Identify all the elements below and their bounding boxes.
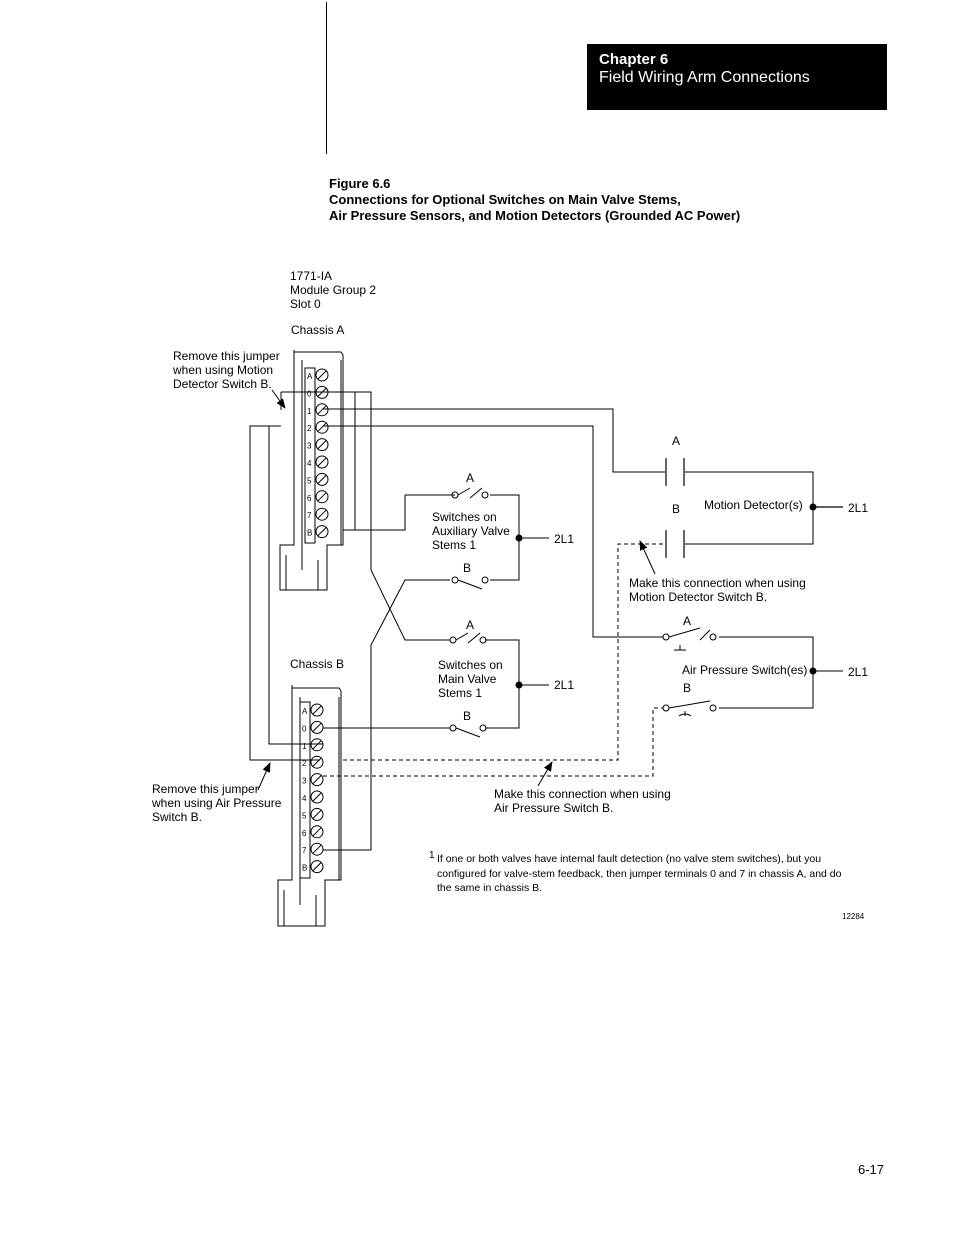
motion-connection-arrow [640,541,655,574]
aux-label-line3: Stems 1 [432,538,477,552]
chassis-a-screw-slot [318,406,326,414]
chassis-a-terminal-label: 5 [307,476,312,486]
air-supply-node [810,668,817,675]
chassis-b-screw-slot [313,845,321,853]
chassis-b-screw-slot [313,741,321,749]
chassis-a-terminals [307,369,328,538]
footnote-line1: If one or both valves have internal fault detection (no valve stem switches), but you [437,853,822,865]
figure-title-line1: Connections for Optional Switches on Main Valve Stems, [329,192,681,207]
air-connection-note-line1: Make this connection when using [494,787,671,801]
motion-label: Motion Detector(s) [704,498,803,512]
motion-b-label: B [672,502,681,516]
chassis-b-terminal-label: 7 [302,846,307,856]
module-line2: Module Group 2 [290,283,377,297]
page-number: 6-17 [858,1162,885,1177]
chassis-a-terminal-label: 0 [307,389,312,399]
figure-id: 12284 [842,912,865,921]
chassis-b-terminal-label: B [302,863,308,873]
main-label-line3: Stems 1 [438,686,483,700]
chassis-b-terminal-label: 1 [302,741,307,751]
chassis-a-screw-slot [318,493,326,501]
chassis-b-terminal-block [278,685,341,926]
jumper-a-note-line3: Detector Switch B. [173,377,272,391]
chassis-b-label: Chassis B [290,657,345,671]
chassis-a-terminal-label: B [307,528,313,538]
chassis-a-screw-slot [318,528,326,536]
motion-supply-node [810,504,817,511]
chassis-b-terminal-label: 3 [302,776,307,786]
chassis-a-terminal-label: 1 [307,406,312,416]
jumper-a-arrow [272,390,285,408]
chassis-a-screw-slot [318,371,326,379]
chassis-a-terminal-block [280,350,343,590]
chassis-a-terminal-label: 3 [307,441,312,451]
chassis-b-screw-slot [313,810,321,818]
chassis-a-screw-slot [318,475,326,483]
main-supply-node [516,682,523,689]
aux-label-line1: Switches on [432,510,497,524]
main-supply-label: 2L1 [554,678,575,692]
chapter-title: Field Wiring Arm Connections [599,69,810,86]
aux-supply-label: 2L1 [554,532,575,546]
chassis-b-terminal-label: A [302,707,308,716]
chassis-a-terminal-label: 7 [307,511,312,521]
aux-label-line2: Auxiliary Valve [432,524,510,538]
chassis-a-screw-slot [318,441,326,449]
chapter-label: Chapter 6 [599,51,669,68]
chassis-a-terminal-label: A [307,372,313,381]
jumper-b-note-line1: Remove this jumper [152,782,259,796]
chassis-a-label: Chassis A [291,323,345,337]
main-switch-b-label: B [463,709,472,723]
air-b-label: B [683,681,692,695]
air-connection-note-line2: Air Pressure Switch B. [494,801,614,815]
chassis-b-terminal-label: 5 [302,811,307,821]
chassis-b-screw-slot [313,863,321,871]
footnote-line3: the same in chassis B. [437,882,543,894]
aux-supply-node [516,535,523,542]
chassis-b-terminals [302,704,323,873]
chassis-b-terminal-label: 2 [302,759,307,769]
chassis-b-screw-slot [313,828,321,836]
air-label: Air Pressure Switch(es) [682,663,808,677]
chassis-b-terminal-label: 6 [302,828,307,838]
chassis-a-screw-slot [318,458,326,466]
main-switch-a-label: A [466,618,475,632]
main-label-line1: Switches on [438,658,503,672]
module-line1: 1771-IA [290,269,333,283]
motion-connection-note-line2: Motion Detector Switch B. [629,590,768,604]
chassis-b-screw-slot [313,706,321,714]
chassis-a-terminal-label: 6 [307,493,312,503]
chassis-b-screw-slot [313,758,321,766]
jumper-a-note-line1: Remove this jumper [173,349,280,363]
air-a-label: A [683,614,692,628]
chassis-b-screw-slot [313,776,321,784]
chassis-a-terminal-label: 4 [307,459,312,468]
chassis-b-terminal-label: 0 [302,724,307,734]
figure-title-line2: Air Pressure Sensors, and Motion Detectors (Grounded AC Power) [329,208,741,223]
footnote-line2: configured for valve-stem feedback, then jumper terminals 0 and 7 in chassis A, and do [437,868,842,880]
motion-connection-note-line1: Make this connection when using [629,576,806,590]
motion-a-label: A [672,434,681,448]
chassis-b-screw-slot [313,723,321,731]
aux-switch-a-label: A [466,471,475,485]
chassis-b-terminal-label: 4 [302,794,307,803]
aux-switch-b-label: B [463,561,472,575]
chassis-a-screw-slot [318,423,326,431]
main-label-line2: Main Valve [438,672,497,686]
motion-supply-label: 2L1 [848,501,869,515]
chassis-b-screw-slot [313,793,321,801]
air-connection-arrow [538,762,552,786]
solid-wiring [250,392,813,850]
module-line3: Slot 0 [290,297,321,311]
jumper-b-arrow [258,763,270,790]
jumper-b-note-line3: Switch B. [152,810,203,824]
jumper-a-note-line2: when using Motion [173,363,274,377]
figure-number: Figure 6.6 [329,176,391,191]
air-supply-label: 2L1 [848,665,869,679]
footnote-marker: 1 [429,850,435,861]
chassis-a-terminal-label: 2 [307,424,312,434]
chassis-a-screw-slot [318,510,326,518]
jumper-b-note-line2: when using Air Pressure [152,796,282,810]
